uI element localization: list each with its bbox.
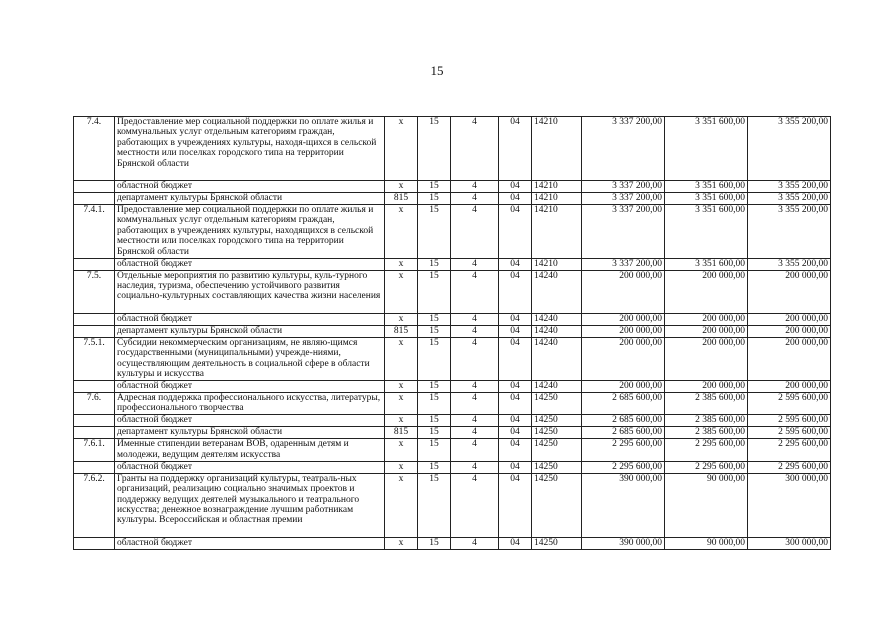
row-grbs: x xyxy=(385,205,418,259)
row-name: областной бюджет xyxy=(115,258,385,270)
row-name: Именные стипендии ветеранам ВОВ, одаренным детям и молодежи, ведущим деятелям искусства xyxy=(115,439,385,461)
row-section: 15 xyxy=(418,415,451,427)
row-direction: 14240 xyxy=(532,325,582,337)
row-amount-3: 2 295 600,00 xyxy=(748,461,831,473)
row-section: 15 xyxy=(418,537,451,549)
row-main-event: 04 xyxy=(499,313,532,325)
row-direction: 14240 xyxy=(532,337,582,380)
row-main-event: 04 xyxy=(499,258,532,270)
row-main-event: 04 xyxy=(499,427,532,439)
row-main-event: 04 xyxy=(499,181,532,193)
row-grbs: 815 xyxy=(385,325,418,337)
row-subprogram: 4 xyxy=(451,439,499,461)
row-code: 7.4. xyxy=(74,117,115,181)
row-direction: 14250 xyxy=(532,537,582,549)
row-direction: 14250 xyxy=(532,415,582,427)
row-amount-1: 200 000,00 xyxy=(582,380,665,392)
row-amount-3: 3 355 200,00 xyxy=(748,117,831,181)
table-row xyxy=(74,461,831,473)
row-code: 7.6.1. xyxy=(74,439,115,461)
row-amount-2: 200 000,00 xyxy=(665,270,748,313)
table-row xyxy=(74,258,831,270)
row-grbs: x xyxy=(385,380,418,392)
row-name: областной бюджет xyxy=(115,415,385,427)
row-direction: 14250 xyxy=(532,427,582,439)
row-main-event: 04 xyxy=(499,193,532,205)
table-row xyxy=(74,439,831,461)
row-direction: 14250 xyxy=(532,461,582,473)
row-direction: 14250 xyxy=(532,439,582,461)
row-subprogram: 4 xyxy=(451,473,499,537)
table-row xyxy=(74,181,831,193)
row-code xyxy=(74,415,115,427)
row-amount-3: 200 000,00 xyxy=(748,337,831,380)
row-name: Предоставление мер социальной поддержки по оплате жилья и коммунальных услуг отдельным категориям граждан, работающих в учреждениях культуры, находящихся в сельской местности или поселках городского типа на территории Брянской области xyxy=(115,205,385,259)
row-amount-2: 3 351 600,00 xyxy=(665,181,748,193)
row-code: 7.5. xyxy=(74,270,115,313)
row-subprogram: 4 xyxy=(451,392,499,414)
row-main-event: 04 xyxy=(499,205,532,259)
row-amount-2: 2 295 600,00 xyxy=(665,439,748,461)
row-subprogram: 4 xyxy=(451,325,499,337)
row-section: 15 xyxy=(418,392,451,414)
row-section: 15 xyxy=(418,270,451,313)
row-amount-1: 390 000,00 xyxy=(582,537,665,549)
table-row xyxy=(74,392,831,414)
row-amount-3: 300 000,00 xyxy=(748,537,831,549)
row-section: 15 xyxy=(418,427,451,439)
row-main-event: 04 xyxy=(499,473,532,537)
row-amount-3: 200 000,00 xyxy=(748,313,831,325)
row-amount-3: 3 355 200,00 xyxy=(748,181,831,193)
row-amount-3: 2 595 600,00 xyxy=(748,415,831,427)
row-main-event: 04 xyxy=(499,415,532,427)
row-grbs: x xyxy=(385,392,418,414)
row-amount-1: 2 295 600,00 xyxy=(582,461,665,473)
row-amount-2: 200 000,00 xyxy=(665,380,748,392)
row-amount-2: 2 385 600,00 xyxy=(665,415,748,427)
row-section: 15 xyxy=(418,193,451,205)
row-amount-1: 2 685 600,00 xyxy=(582,392,665,414)
row-code xyxy=(74,313,115,325)
row-subprogram: 4 xyxy=(451,270,499,313)
row-direction: 14250 xyxy=(532,473,582,537)
row-direction: 14210 xyxy=(532,117,582,181)
table-row xyxy=(74,313,831,325)
row-direction: 14210 xyxy=(532,193,582,205)
row-name: Отдельные мероприятия по развитию культуры, куль-турного наследия, туризма, обеспечению устойчивого развития социально-культурных составляющих качества жизни населения xyxy=(115,270,385,313)
row-amount-3: 300 000,00 xyxy=(748,473,831,537)
row-section: 15 xyxy=(418,473,451,537)
row-amount-3: 3 355 200,00 xyxy=(748,205,831,259)
row-amount-1: 3 337 200,00 xyxy=(582,205,665,259)
row-section: 15 xyxy=(418,380,451,392)
row-subprogram: 4 xyxy=(451,181,499,193)
row-name: департамент культуры Брянской области xyxy=(115,427,385,439)
row-code xyxy=(74,461,115,473)
row-main-event: 04 xyxy=(499,461,532,473)
row-name: департамент культуры Брянской области xyxy=(115,325,385,337)
row-code xyxy=(74,258,115,270)
row-amount-2: 90 000,00 xyxy=(665,473,748,537)
row-subprogram: 4 xyxy=(451,193,499,205)
table-row xyxy=(74,117,831,181)
row-name: областной бюджет xyxy=(115,181,385,193)
row-amount-2: 200 000,00 xyxy=(665,325,748,337)
row-subprogram: 4 xyxy=(451,427,499,439)
row-main-event: 04 xyxy=(499,270,532,313)
row-amount-3: 2 595 600,00 xyxy=(748,427,831,439)
table-row xyxy=(74,337,831,380)
table-row xyxy=(74,537,831,549)
row-section: 15 xyxy=(418,258,451,270)
row-direction: 14210 xyxy=(532,205,582,259)
row-grbs: x xyxy=(385,461,418,473)
row-amount-2: 3 351 600,00 xyxy=(665,117,748,181)
table-row xyxy=(74,270,831,313)
row-amount-2: 2 385 600,00 xyxy=(665,427,748,439)
row-section: 15 xyxy=(418,313,451,325)
row-code xyxy=(74,537,115,549)
row-code xyxy=(74,427,115,439)
row-amount-1: 3 337 200,00 xyxy=(582,181,665,193)
row-grbs: x xyxy=(385,258,418,270)
row-grbs: 815 xyxy=(385,193,418,205)
row-direction: 14210 xyxy=(532,181,582,193)
row-direction: 14250 xyxy=(532,392,582,414)
row-subprogram: 4 xyxy=(451,258,499,270)
row-subprogram: 4 xyxy=(451,380,499,392)
row-direction: 14240 xyxy=(532,270,582,313)
row-amount-3: 2 595 600,00 xyxy=(748,392,831,414)
row-grbs: x xyxy=(385,439,418,461)
row-name: областной бюджет xyxy=(115,461,385,473)
table-body xyxy=(74,117,831,550)
row-code: 7.4.1. xyxy=(74,205,115,259)
row-main-event: 04 xyxy=(499,325,532,337)
row-name: Субсидии некоммерческим организациям, не являю-щимся государственными (муниципальными) учрежде-ниями, осуществляющим деятельность в социальной сфере в области культуры и искусства xyxy=(115,337,385,380)
row-direction: 14210 xyxy=(532,258,582,270)
row-amount-1: 200 000,00 xyxy=(582,325,665,337)
row-direction: 14240 xyxy=(532,380,582,392)
row-section: 15 xyxy=(418,205,451,259)
row-code: 7.6. xyxy=(74,392,115,414)
row-code xyxy=(74,193,115,205)
row-amount-1: 3 337 200,00 xyxy=(582,193,665,205)
row-name: областной бюджет xyxy=(115,313,385,325)
row-grbs: x xyxy=(385,270,418,313)
row-amount-3: 3 355 200,00 xyxy=(748,193,831,205)
table-row xyxy=(74,380,831,392)
table-row xyxy=(74,205,831,259)
row-section: 15 xyxy=(418,181,451,193)
row-section: 15 xyxy=(418,117,451,181)
row-amount-3: 200 000,00 xyxy=(748,325,831,337)
row-amount-2: 200 000,00 xyxy=(665,337,748,380)
row-code: 7.6.2. xyxy=(74,473,115,537)
row-subprogram: 4 xyxy=(451,415,499,427)
row-code xyxy=(74,380,115,392)
row-grbs: x xyxy=(385,117,418,181)
row-subprogram: 4 xyxy=(451,117,499,181)
row-name: Предоставление мер социальной поддержки по оплате жилья и коммунальных услуг отдельным категориям граждан, работающих в учреждениях культуры, находя-щихся в сельской местности или поселках городского типа на территории Брянской области xyxy=(115,117,385,181)
row-amount-1: 200 000,00 xyxy=(582,270,665,313)
row-amount-1: 2 295 600,00 xyxy=(582,439,665,461)
row-amount-1: 200 000,00 xyxy=(582,313,665,325)
table-row xyxy=(74,415,831,427)
row-grbs: x xyxy=(385,415,418,427)
row-section: 15 xyxy=(418,439,451,461)
row-subprogram: 4 xyxy=(451,537,499,549)
row-main-event: 04 xyxy=(499,537,532,549)
row-main-event: 04 xyxy=(499,392,532,414)
row-grbs: 815 xyxy=(385,427,418,439)
row-grbs: x xyxy=(385,313,418,325)
row-main-event: 04 xyxy=(499,337,532,380)
row-grbs: x xyxy=(385,537,418,549)
row-amount-2: 2 385 600,00 xyxy=(665,392,748,414)
table-row xyxy=(74,427,831,439)
page-number: 15 xyxy=(430,63,444,78)
row-amount-2: 3 351 600,00 xyxy=(665,258,748,270)
row-amount-2: 3 351 600,00 xyxy=(665,205,748,259)
row-subprogram: 4 xyxy=(451,205,499,259)
row-name: департамент культуры Брянской области xyxy=(115,193,385,205)
row-amount-2: 2 295 600,00 xyxy=(665,461,748,473)
row-grbs: x xyxy=(385,337,418,380)
row-subprogram: 4 xyxy=(451,461,499,473)
row-amount-1: 3 337 200,00 xyxy=(582,258,665,270)
row-amount-3: 3 355 200,00 xyxy=(748,258,831,270)
row-main-event: 04 xyxy=(499,380,532,392)
row-main-event: 04 xyxy=(499,439,532,461)
row-name: областной бюджет xyxy=(115,537,385,549)
row-name: Гранты на поддержку организаций культуры, театраль-ных организаций, реализацию социально значимых проектов и поддержку ведущих деятелей музыкального и театрального искусства; денежное вознаграждение лучшим работникам культуры. Всероссийская и областная премии xyxy=(115,473,385,537)
table-row xyxy=(74,473,831,537)
table-row xyxy=(74,193,831,205)
row-amount-1: 2 685 600,00 xyxy=(582,427,665,439)
row-amount-3: 2 295 600,00 xyxy=(748,439,831,461)
row-amount-1: 390 000,00 xyxy=(582,473,665,537)
row-code xyxy=(74,181,115,193)
row-amount-2: 200 000,00 xyxy=(665,313,748,325)
row-grbs: x xyxy=(385,181,418,193)
row-amount-2: 3 351 600,00 xyxy=(665,193,748,205)
row-name: областной бюджет xyxy=(115,380,385,392)
row-amount-1: 200 000,00 xyxy=(582,337,665,380)
row-code: 7.5.1. xyxy=(74,337,115,380)
row-main-event: 04 xyxy=(499,117,532,181)
row-amount-3: 200 000,00 xyxy=(748,270,831,313)
row-amount-2: 90 000,00 xyxy=(665,537,748,549)
row-subprogram: 4 xyxy=(451,337,499,380)
row-section: 15 xyxy=(418,337,451,380)
row-amount-1: 2 685 600,00 xyxy=(582,415,665,427)
row-grbs: x xyxy=(385,473,418,537)
row-amount-1: 3 337 200,00 xyxy=(582,117,665,181)
row-amount-3: 200 000,00 xyxy=(748,380,831,392)
row-subprogram: 4 xyxy=(451,313,499,325)
row-code xyxy=(74,325,115,337)
budget-table xyxy=(73,116,831,550)
row-name: Адресная поддержка профессионального искусства, литературы, профессионального творчества xyxy=(115,392,385,414)
row-direction: 14240 xyxy=(532,313,582,325)
row-section: 15 xyxy=(418,461,451,473)
table-row xyxy=(74,325,831,337)
row-section: 15 xyxy=(418,325,451,337)
